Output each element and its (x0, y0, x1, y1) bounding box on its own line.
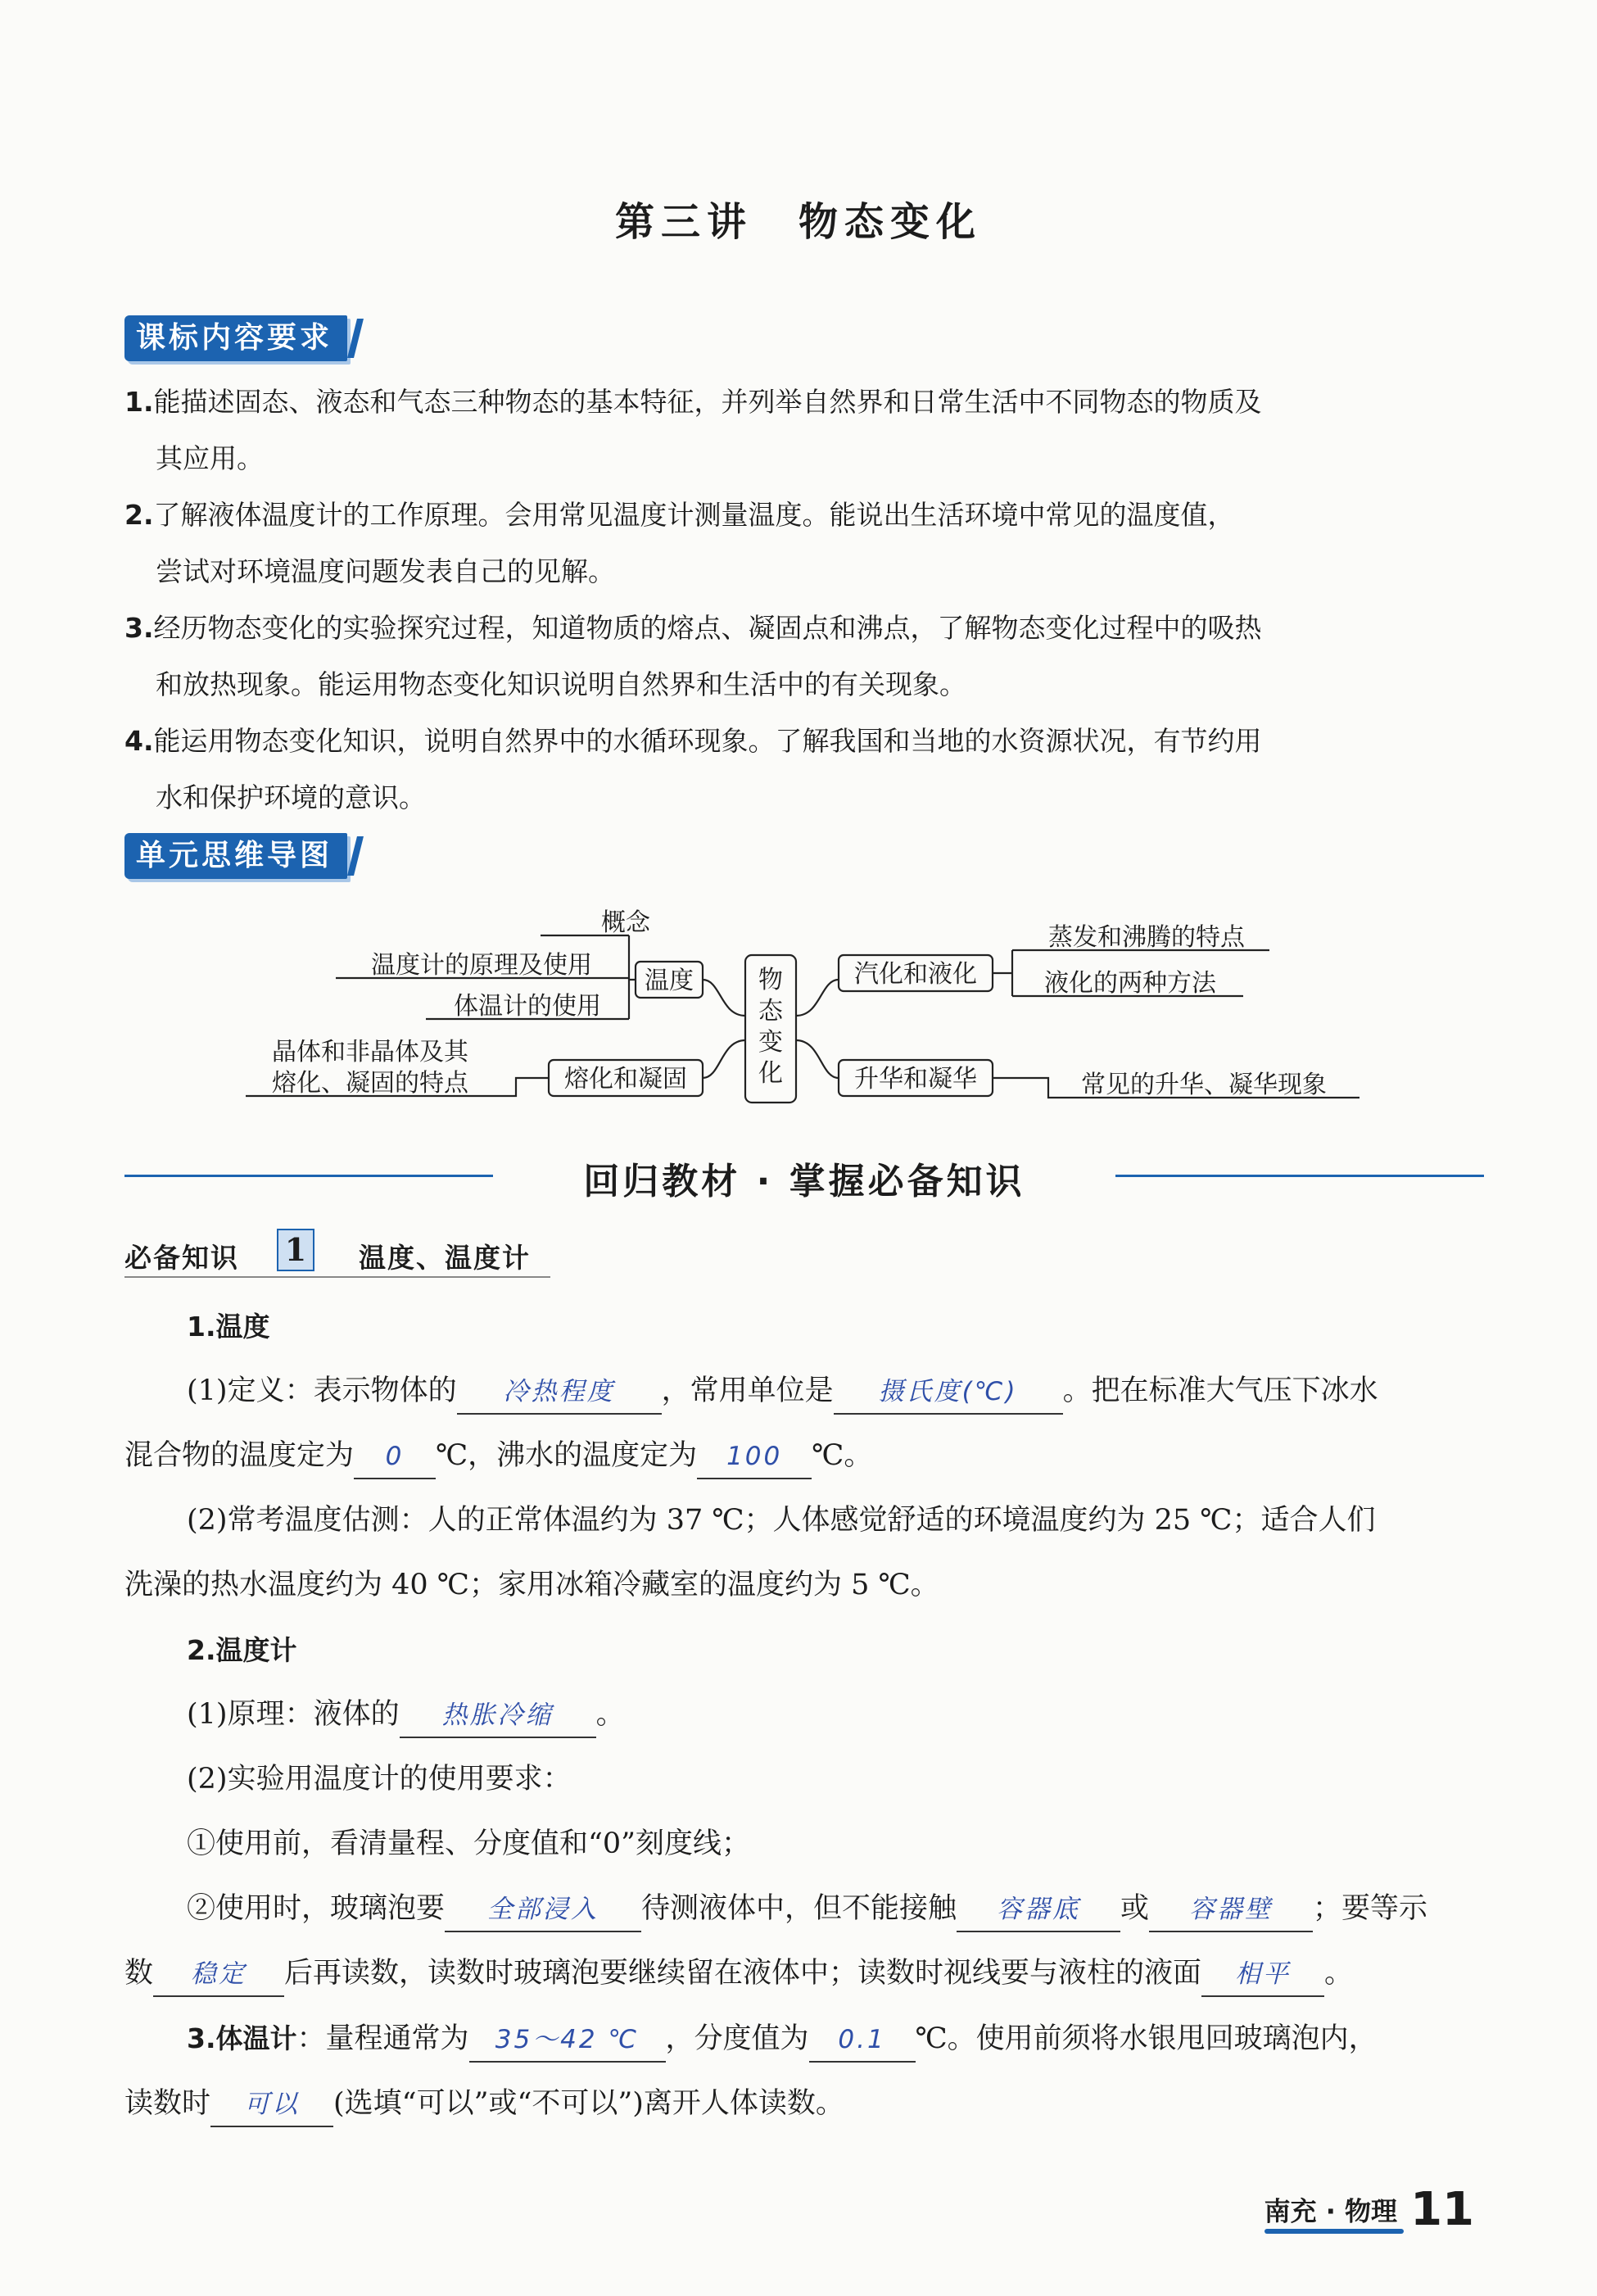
item-number: 1. (124, 386, 154, 418)
answer-text: 冷热程度 (503, 1377, 615, 1406)
footer-subject: 南充 · 物理 (1264, 2195, 1398, 2227)
text: 混合物的温度定为 (124, 1439, 355, 1472)
mind-map (238, 893, 1384, 1122)
text: 数 (124, 1957, 154, 1990)
list-item (124, 600, 1484, 713)
answer-text: 热胀冷缩 (441, 1700, 554, 1730)
answer-blank (210, 2082, 333, 2127)
sub-heading: 3.体温计 (187, 2022, 297, 2054)
answer-text: 可以 (244, 2090, 301, 2119)
item-number: 2. (124, 499, 154, 531)
text: 。把在标准大气压下冰水 (1062, 1374, 1378, 1407)
answer-text: 稳定 (191, 1959, 247, 1989)
paragraph: ①使用前，看清量程、分度值和“0”刻度线； (187, 1827, 751, 1860)
answer-blank (957, 1887, 1120, 1932)
text: 后再读数，读数时玻璃泡要继续留在液体中；读数时视线要与液柱的液面 (284, 1957, 1202, 1990)
answer-blank (153, 1952, 284, 1997)
answer-text: 摄氏度(℃) (878, 1377, 1018, 1406)
answer-text: 全部浸入 (487, 1895, 599, 1924)
answer-blank (354, 1434, 436, 1479)
item-number: 4. (124, 725, 154, 757)
mind-map-connector (796, 980, 839, 1016)
knowledge-content (124, 1294, 1484, 2136)
answer-blank (1201, 1952, 1324, 1997)
mind-map-leaf: 蒸发和沸腾的特点 (1048, 923, 1245, 952)
mind-map-center-char: 变 (758, 1028, 783, 1057)
answer-blank (469, 2017, 666, 2063)
text: ℃。 (812, 1439, 873, 1472)
list-item (124, 374, 1484, 487)
text: (选填“可以”或“不可以”)离开人体读数。 (333, 2087, 844, 2120)
answer-text: 相平 (1235, 1959, 1292, 1989)
banner-title: 回归教材 · 掌握必备知识 (583, 1161, 1025, 1202)
text: 。 (1324, 1957, 1354, 1990)
knowledge-title: 温度、温度计 (359, 1242, 531, 1274)
knowledge-point-header (124, 1229, 550, 1278)
mind-map-leaf: 熔化、凝固的特点 (272, 1069, 468, 1098)
text: 或 (1120, 1892, 1150, 1925)
item-text: 能描述固态、液态和气态三种物态的基本特征，并列举自然界和日常生活中不同物态的物质及 (153, 386, 1262, 418)
answer-text: 容器壁 (1189, 1895, 1274, 1924)
sub-heading: 1.温度 (187, 1311, 270, 1343)
paragraph (124, 1941, 1484, 2006)
text: ；要等示 (1313, 1892, 1428, 1925)
paragraph (124, 1424, 1484, 1488)
mind-map-center-char: 态 (758, 997, 783, 1026)
section-banner (124, 1147, 1484, 1204)
answer-text: 100 (726, 1442, 783, 1471)
mind-map-leaf: 液化的两种方法 (1044, 969, 1216, 998)
mind-map-center-char: 化 (758, 1059, 783, 1088)
text: ℃。使用前须将水银甩回玻璃泡内， (915, 2022, 1378, 2055)
mind-map-leaf: 晶体和非晶体及其 (272, 1038, 468, 1066)
list-item (124, 487, 1484, 600)
text: 。 (595, 1698, 625, 1731)
answer-blank (697, 1434, 812, 1479)
paragraph: (2)常考温度估测：人的正常体温约为 37 ℃；人体感觉舒适的环境温度约为 25 ℃；适合人们 (187, 1504, 1376, 1537)
mind-map-connector (703, 1040, 745, 1078)
paragraph: (2)实验用温度计的使用要求： (187, 1763, 572, 1796)
section-tag-mindmap: 单元思维导图 (124, 833, 347, 879)
answer-text: 容器底 (997, 1895, 1081, 1924)
mind-map-leaf: 温度计的原理及使用 (371, 951, 592, 980)
page-footer (1264, 2183, 1474, 2236)
sub-heading: 2.温度计 (187, 1634, 297, 1666)
answer-text: 0.1 (838, 2025, 886, 2054)
text: ②使用时，玻璃泡要 (187, 1892, 446, 1925)
paragraph (124, 1359, 1484, 1424)
mind-map-node-vapor: 汽化和液化 (854, 960, 977, 989)
answer-blank (400, 1693, 596, 1738)
item-text-cont: 尝试对环境温度问题发表自己的见解。 (156, 555, 615, 587)
paragraph (124, 1877, 1484, 1941)
text: (1)原理：液体的 (187, 1698, 400, 1731)
page-title: 第三讲 物态变化 (614, 199, 982, 245)
item-text: 经历物态变化的实验探究过程，知道物质的熔点、凝固点和沸点，了解物态变化过程中的吸热 (153, 612, 1262, 644)
paragraph: 洗澡的热水温度约为 40 ℃；家用冰箱冷藏室的温度约为 5 ℃。 (124, 1569, 939, 1601)
answer-blank (809, 2017, 916, 2063)
answer-text: 0 (385, 1442, 405, 1471)
paragraph (124, 2072, 1484, 2136)
answer-blank (1149, 1887, 1313, 1932)
knowledge-number-badge: 1 (277, 1229, 314, 1271)
text: 读数时 (124, 2087, 211, 2120)
page-number: 11 (1410, 2183, 1474, 2236)
list-item (124, 713, 1484, 826)
paragraph (124, 2006, 1484, 2072)
mind-map-node-melt: 熔化和凝固 (564, 1065, 687, 1094)
answer-text: 35～42 ℃ (495, 2025, 640, 2054)
mind-map-connector (703, 980, 745, 1016)
mind-map-node-sublim: 升华和凝华 (854, 1065, 977, 1094)
mind-map-connector (796, 1040, 839, 1078)
mind-map-node-temp: 温度 (645, 967, 694, 995)
mind-map-leaf: 体温计的使用 (454, 992, 601, 1021)
text: ℃，沸水的温度定为 (436, 1439, 698, 1472)
text: ，分度值为 (665, 2022, 809, 2055)
paragraph (124, 1682, 1484, 1747)
text: 待测液体中，但不能接触 (641, 1892, 957, 1925)
mind-map-leaf: 概念 (601, 908, 650, 937)
footer-underline (1264, 2229, 1404, 2234)
text: ，常用单位是 (661, 1374, 834, 1407)
answer-blank (445, 1887, 641, 1932)
answer-blank (834, 1370, 1063, 1415)
item-text: 能运用物态变化知识，说明自然界中的水循环现象。了解我国和当地的水资源状况，有节约用 (153, 725, 1262, 757)
item-text-cont: 水和保护环境的意识。 (156, 781, 426, 813)
knowledge-label: 必备知识 (124, 1242, 239, 1274)
mind-map-leaf: 常见的升华、凝华现象 (1081, 1071, 1327, 1099)
requirements-list (124, 374, 1484, 826)
mind-map-center-char: 物 (758, 966, 783, 994)
answer-blank (457, 1370, 662, 1415)
section-tag-curriculum: 课标内容要求 (124, 315, 347, 361)
item-number: 3. (124, 612, 154, 644)
item-text: 了解液体温度计的工作原理。会用常见温度计测量温度。能说出生活环境中常见的温度值， (153, 499, 1235, 531)
item-text-cont: 其应用。 (156, 442, 264, 474)
text: (1)定义：表示物体的 (187, 1374, 457, 1407)
item-text-cont: 和放热现象。能运用物态变化知识说明自然界和生活中的有关现象。 (156, 668, 966, 700)
text: ：量程通常为 (296, 2022, 469, 2055)
